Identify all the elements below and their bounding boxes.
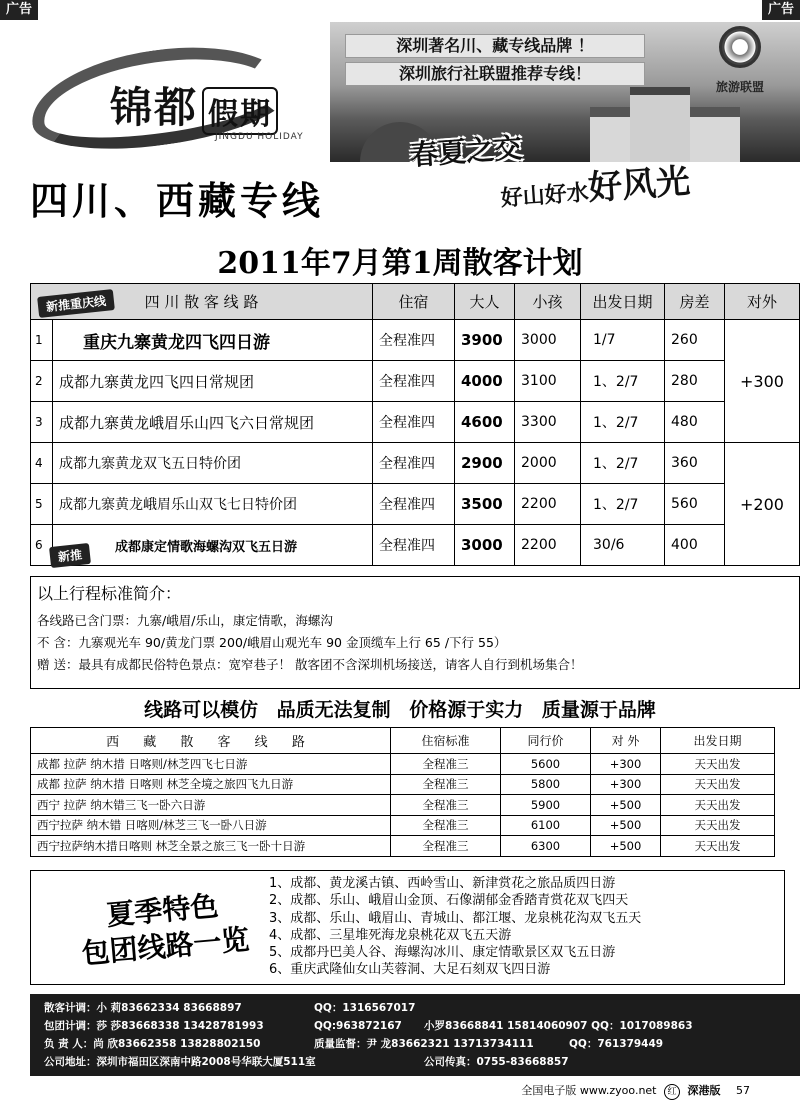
row-route: 成都 拉萨 纳木措 日喀则/林芝四飞七日游 bbox=[31, 754, 391, 775]
company-address: 公司地址：深圳市福田区深南中路2008号华联大厦511室 bbox=[44, 1056, 316, 1068]
logo-english: JINGDU HOLIDAY bbox=[215, 132, 304, 142]
row-adult-price: 4600 bbox=[455, 402, 515, 443]
row-number: 3 bbox=[31, 402, 53, 443]
contact-quality-qq: QQ：761379449 bbox=[569, 1038, 664, 1050]
table-row bbox=[31, 484, 800, 525]
contact-row-retail bbox=[44, 999, 786, 1017]
row-external: +500 bbox=[591, 815, 661, 836]
row-route: 成都九寨黄龙峨眉乐山四飞六日常规团 bbox=[53, 402, 373, 443]
row-stay: 全程准三 bbox=[391, 774, 501, 795]
row-price: 5600 bbox=[501, 754, 591, 775]
slogan-scenery-small: 好山好水 bbox=[499, 180, 590, 212]
slogan-season: 春夏之交 bbox=[409, 131, 524, 172]
row-date: 天天出发 bbox=[661, 754, 775, 775]
contact-row-manager bbox=[44, 1035, 786, 1053]
row-route: 成都 拉萨 纳木措 日喀则 林芝全境之旅四飞九日游 bbox=[31, 774, 391, 795]
table-row bbox=[31, 361, 800, 402]
row-child-price: 2000 bbox=[515, 443, 581, 484]
sichuan-col-external: 对外 bbox=[725, 284, 800, 320]
row-number: 2 bbox=[31, 361, 53, 402]
row-stay: 全程准四 bbox=[373, 525, 455, 566]
slogan-scenery bbox=[499, 153, 692, 215]
brand-motto: 线路可以模仿 品质无法复制 价格源于实力 质量源于品牌 bbox=[144, 699, 656, 721]
row-price: 6100 bbox=[501, 815, 591, 836]
row-route: 重庆九寨黄龙四飞四日游 bbox=[53, 320, 373, 361]
summer-title bbox=[56, 884, 271, 974]
notes-included: 各线路已含门票：九寨/峨眉/乐山，康定情歌，海螺沟 bbox=[37, 613, 333, 628]
list-item: 5、成都丹巴美人谷、海螺沟冰川、康定情歌景区双飞五日游 bbox=[269, 945, 616, 961]
table-row bbox=[31, 795, 775, 816]
tibet-col-stay: 住宿标准 bbox=[391, 728, 501, 754]
contact-row-address bbox=[44, 1053, 786, 1071]
page-headline: 四川、西藏专线 bbox=[30, 179, 325, 223]
itinerary-notes bbox=[30, 576, 800, 689]
tibet-col-date: 出发日期 bbox=[661, 728, 775, 754]
new-route-badge: 新推 bbox=[49, 543, 91, 568]
row-stay: 全程准四 bbox=[373, 484, 455, 525]
row-external: +300 bbox=[591, 754, 661, 775]
row-route: 西宁拉萨纳木措日喀则 林芝全景之旅三飞一卧十日游 bbox=[31, 836, 391, 857]
tibet-header-row bbox=[31, 728, 775, 754]
sichuan-col-diff: 房差 bbox=[665, 284, 725, 320]
company-fax: 公司传真：0755-83668857 bbox=[424, 1056, 569, 1068]
table-row bbox=[31, 836, 775, 857]
tibet-col-route: 西 藏 散 客 线 路 bbox=[31, 728, 391, 754]
tibet-col-price: 同行价 bbox=[501, 728, 591, 754]
row-adult-price: 4000 bbox=[455, 361, 515, 402]
logo-box-text: 假期 bbox=[202, 87, 278, 135]
row-date: 天天出发 bbox=[661, 836, 775, 857]
table-row bbox=[31, 525, 800, 566]
row-child-price: 2200 bbox=[515, 525, 581, 566]
table-row bbox=[31, 774, 775, 795]
row-room-diff: 260 bbox=[665, 320, 725, 361]
row-date: 1、2/7 bbox=[581, 402, 665, 443]
sichuan-col-adult: 大人 bbox=[455, 284, 515, 320]
row-stay: 全程准四 bbox=[373, 320, 455, 361]
row-room-diff: 560 bbox=[665, 484, 725, 525]
edition-circle-icon: 红 bbox=[664, 1084, 680, 1100]
row-number: 5 bbox=[31, 484, 53, 525]
sichuan-route-table bbox=[30, 283, 800, 566]
row-route: 西宁 拉萨 纳木错三飞一卧六日游 bbox=[31, 795, 391, 816]
plan-title: 2011年7月第1周散客计划 bbox=[217, 246, 583, 281]
row-external: +500 bbox=[591, 795, 661, 816]
edition-name: 深港版 bbox=[687, 1084, 721, 1097]
company-logo bbox=[30, 40, 330, 150]
summer-package-list bbox=[269, 875, 641, 979]
row-adult-price: 2900 bbox=[455, 443, 515, 484]
row-date: 1、2/7 bbox=[581, 443, 665, 484]
contact-retail: 散客计调：小 莉83662334 83668897 bbox=[44, 1002, 242, 1014]
row-external: +300 bbox=[591, 774, 661, 795]
row-stay: 全程准四 bbox=[373, 443, 455, 484]
table-row bbox=[31, 754, 775, 775]
row-date: 天天出发 bbox=[661, 815, 775, 836]
row-room-diff: 280 bbox=[665, 361, 725, 402]
row-route: 成都九寨黄龙双飞五日特价团 bbox=[53, 443, 373, 484]
row-stay: 全程准三 bbox=[391, 754, 501, 775]
row-route: 成都康定情歌海螺沟双飞五日游 bbox=[53, 525, 373, 566]
union-name: 旅游联盟 bbox=[715, 80, 764, 94]
union-emblem-icon bbox=[719, 26, 761, 68]
ad-label-left: 广告 bbox=[0, 0, 38, 20]
row-date: 30/6 bbox=[581, 525, 665, 566]
row-child-price: 3100 bbox=[515, 361, 581, 402]
contact-quality: 质量监督：尹 龙83662321 13713734111 bbox=[314, 1038, 534, 1050]
row-date: 天天出发 bbox=[661, 795, 775, 816]
row-route: 成都九寨黄龙峨眉乐山双飞七日特价团 bbox=[53, 484, 373, 525]
row-child-price: 3000 bbox=[515, 320, 581, 361]
banner-recommend: 深圳旅行社联盟推荐专线！ bbox=[345, 62, 645, 86]
edition-site: 全国电子版 www.zyoo.net bbox=[521, 1084, 657, 1097]
row-price: 5900 bbox=[501, 795, 591, 816]
table-row bbox=[31, 443, 800, 484]
union-logo bbox=[690, 26, 790, 106]
sichuan-col-stay: 住宿 bbox=[373, 284, 455, 320]
list-item: 1、成都、黄龙溪古镇、西岭雪山、新津赏花之旅品质四日游 bbox=[269, 876, 616, 891]
summer-title-line1: 夏季特色 bbox=[105, 889, 220, 932]
table-row bbox=[31, 320, 800, 361]
row-number: 4 bbox=[31, 443, 53, 484]
row-price: 5800 bbox=[501, 774, 591, 795]
sichuan-col-date: 出发日期 bbox=[581, 284, 665, 320]
row-number: 1 bbox=[31, 320, 53, 361]
sichuan-col-child: 小孩 bbox=[515, 284, 581, 320]
list-item: 2、成都、乐山、峨眉山金顶、石像湖郁金香踏青赏花双飞四天 bbox=[269, 893, 629, 909]
row-stay: 全程准三 bbox=[391, 815, 501, 836]
notes-heading: 以上行程标准简介： bbox=[37, 584, 182, 603]
page-number: 57 bbox=[736, 1084, 750, 1097]
row-child-price: 2200 bbox=[515, 484, 581, 525]
row-route: 成都九寨黄龙四飞四日常规团 bbox=[53, 361, 373, 402]
row-stay: 全程准四 bbox=[373, 361, 455, 402]
contact-group-2: 小罗83668841 15814060907 QQ：1017089863 bbox=[424, 1020, 693, 1032]
banner-brand: 深圳著名川、藏专线品牌 ！ bbox=[345, 34, 645, 58]
row-stay: 全程准三 bbox=[391, 795, 501, 816]
row-external-price: +300 bbox=[725, 320, 800, 443]
row-date: 天天出发 bbox=[661, 774, 775, 795]
contact-manager: 负 责 人：尚 欣83662358 13828802150 bbox=[44, 1038, 261, 1050]
row-adult-price: 3900 bbox=[455, 320, 515, 361]
row-date: 1/7 bbox=[581, 320, 665, 361]
table-row bbox=[31, 402, 800, 443]
sichuan-header-row bbox=[31, 284, 800, 320]
summer-packages-box bbox=[30, 870, 785, 985]
row-room-diff: 400 bbox=[665, 525, 725, 566]
sichuan-col-route: 四 川 散 客 线 路 bbox=[31, 284, 373, 320]
new-chongqing-badge: 新推重庆线 bbox=[37, 289, 115, 318]
row-room-diff: 480 bbox=[665, 402, 725, 443]
tibet-route-table bbox=[30, 727, 775, 857]
table-row bbox=[31, 815, 775, 836]
contact-footer bbox=[30, 994, 800, 1076]
logo-text bbox=[110, 75, 278, 135]
contact-group-qq: QQ:963872167 bbox=[314, 1020, 402, 1032]
row-adult-price: 3000 bbox=[455, 525, 515, 566]
row-price: 6300 bbox=[501, 836, 591, 857]
notes-gift: 赠 送：最具有成都民俗特色景点：宽窄巷子！ 散客团不含深圳机场接送，请客人自行到机场集合！ bbox=[37, 657, 583, 672]
photo-palace-tower bbox=[630, 87, 690, 162]
notes-excluded: 不 含：九寨观光车 90/黄龙门票 200/峨眉山观光车 90 金顶缆车上行 65 /下行 55） bbox=[37, 635, 507, 650]
row-child-price: 3300 bbox=[515, 402, 581, 443]
slogan-scenery-big: 好风光 bbox=[586, 161, 692, 209]
list-item: 6、重庆武隆仙女山芙蓉洞、大足石刻双飞四日游 bbox=[269, 962, 551, 978]
row-adult-price: 3500 bbox=[455, 484, 515, 525]
list-item: 4、成都、三星堆死海龙泉桃花双飞五天游 bbox=[269, 927, 512, 943]
ad-label-right: 广告 bbox=[762, 0, 800, 20]
summer-title-line2: 包团线路一览 bbox=[80, 922, 251, 971]
row-external: +500 bbox=[591, 836, 661, 857]
row-date: 1、2/7 bbox=[581, 484, 665, 525]
row-external-price: +200 bbox=[725, 443, 800, 566]
contact-row-group bbox=[44, 1017, 786, 1035]
row-date: 1、2/7 bbox=[581, 361, 665, 402]
row-route: 西宁拉萨 纳木错 日喀则/林芝三飞一卧八日游 bbox=[31, 815, 391, 836]
contact-group: 包团计调：莎 莎83668338 13428781993 bbox=[44, 1020, 264, 1032]
list-item: 3、成都、乐山、峨眉山、青城山、都江堰、龙泉桃花沟双飞五天 bbox=[269, 910, 642, 926]
page-footer bbox=[0, 1082, 800, 1100]
row-stay: 全程准三 bbox=[391, 836, 501, 857]
row-stay: 全程准四 bbox=[373, 402, 455, 443]
logo-main-text: 锦都 bbox=[110, 83, 199, 132]
tibet-col-external: 对 外 bbox=[591, 728, 661, 754]
row-room-diff: 360 bbox=[665, 443, 725, 484]
row-number: 6 bbox=[31, 525, 53, 566]
contact-retail-qq: QQ：1316567017 bbox=[314, 1002, 416, 1014]
